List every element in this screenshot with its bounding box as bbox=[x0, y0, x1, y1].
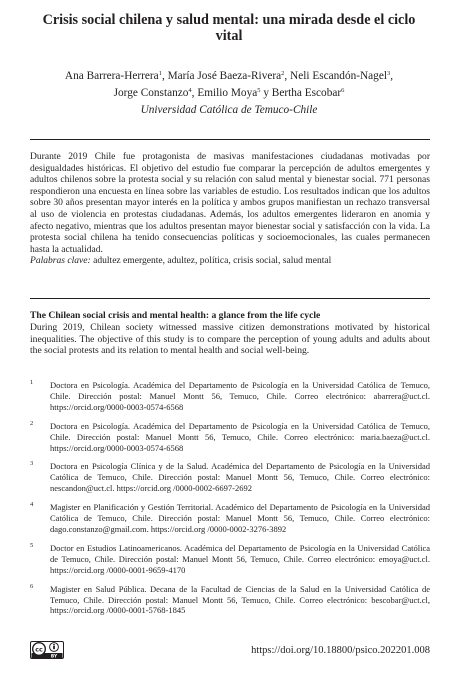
author-line-2 bbox=[20, 85, 438, 102]
abstract-text: Durante 2019 Chile fue protagonista de masivas manifestaciones ciudadanas motivadas por desigualdades históricas. El objetivo del estudio fue comparar la percepción de adultos emergentes y adultos chilenos sobre la protesta social y su relación con salud mental y bienestar social. 771 personas respondieron una encuesta en línea sobre las variables de estudio. Los resultados indican que los adultos sobre 30 años presentan mayor interés en la política y ambos grupos manifiestan un rechazo transversal al uso de violencia en protestas ciudadanas. Además, los adultos emergentes lideraron en anomia y afecto negativo, mientras que los adultos presentan mayor bienestar social y satisfacción con la vida. La protesta social chilena ha tenido consecuencias políticas y socioemocionales, las cuales permanecen hasta la actualidad. bbox=[30, 151, 430, 255]
keywords-label: Palabras clave: bbox=[30, 255, 91, 267]
author-footnote-mark[interactable]: 5 bbox=[257, 87, 261, 94]
author-footnote-mark[interactable]: 3 bbox=[386, 70, 391, 77]
abstract-bottom-rule bbox=[30, 298, 430, 299]
keywords-list: adultez emergente, adultez, política, crisis social, salud mental bbox=[93, 255, 332, 267]
author-footnote-mark[interactable]: 6 bbox=[341, 87, 345, 94]
footnote-text: Doctor en Estudios Latinoamericanos. Académica del Departamento de Psicología en la Universidad Católica de Temuco, Chile. Dirección postal: Manuel Montt 56, Temuco, Chile. Correo electrónico: emoya@uct.cl. https://orcid.org /0000-0001-9659-4170 bbox=[50, 542, 430, 575]
page-footer bbox=[30, 641, 430, 663]
footnote bbox=[30, 543, 430, 576]
footnote bbox=[30, 461, 430, 494]
article-title: Crisis social chilena y salud mental: una mirada desde el ciclo vital bbox=[42, 12, 416, 44]
affiliation: Universidad Católica de Temuco-Chile bbox=[140, 104, 318, 116]
footnote-number: 1 bbox=[30, 379, 34, 386]
footnote-text: Doctora en Psicología. Académica del Departamento de Psicología en la Universidad Católica de Temuco, Chile. Dirección postal: Manuel Montt 56, Temuco, Chile. Correo electrónico: maria.baeza@uct.cl. https://orcid.org/0000-0003-0574-6568 bbox=[50, 420, 430, 453]
abstract-section bbox=[30, 151, 430, 267]
doi-link[interactable]: https://doi.org/10.18800/psico.202201.008 bbox=[251, 645, 430, 656]
author-line-1 bbox=[20, 68, 438, 85]
english-abstract-text: During 2019, Chilean society witnessed massive citizen demonstrations motivated by historical inequalities. The objective of this study is to compare the perception of young adults and adults about the social protests and its relation to mental health and social well-being. bbox=[30, 322, 430, 357]
author-block bbox=[20, 68, 438, 119]
cc-by-license-icon[interactable] bbox=[30, 641, 64, 659]
footnote bbox=[30, 380, 430, 413]
author-footnote-mark[interactable]: 4 bbox=[188, 87, 192, 94]
footnote-text: Magister en Salud Pública. Decana de la Facultad de Ciencias de la Salud en la Universidad Católica de Temuco, Chile. Dirección postal: Manuel Montt 56, Temuco, Chile. Correo electrónico: bescobar@uct.cl, https://orcid.org /0000-0001-5768-1845 bbox=[50, 583, 430, 616]
keywords-line bbox=[30, 255, 430, 267]
footnote-number: 4 bbox=[30, 501, 34, 509]
footnote-number: 5 bbox=[30, 541, 34, 549]
author-name: María José Baeza-Rivera bbox=[167, 70, 282, 82]
author-footnote-mark[interactable]: 1 bbox=[158, 70, 162, 77]
footnote bbox=[30, 421, 430, 454]
footnote-number: 3 bbox=[30, 460, 34, 468]
author-separator: y bbox=[260, 87, 272, 99]
footnote-number: 2 bbox=[30, 419, 34, 427]
abstract-top-rule bbox=[30, 139, 430, 140]
author-footnote-mark[interactable]: 2 bbox=[281, 70, 285, 77]
author-name: Bertha Escobar bbox=[271, 87, 342, 99]
author-separator: , bbox=[284, 70, 291, 82]
english-title: The Chilean social crisis and mental health: a glance from the life cycle bbox=[30, 310, 321, 321]
footnote-text: Doctora en Psicología. Académica del Departamento de Psicología en la Universidad Católica de Temuco, Chile. Dirección postal: Manuel Montt 56, Temuco, Chile. Correo electrónico: abarrera@uct.cl. https://orcid.org/0000-0003-0574-6568 bbox=[50, 380, 430, 412]
author-separator: , bbox=[191, 87, 198, 99]
svg-text:cc: cc bbox=[35, 646, 43, 654]
footnote bbox=[30, 584, 430, 617]
author-name: Ana Barrera-Herrera bbox=[64, 70, 159, 82]
footnote-text: Magister en Planificación y Gestión Territorial. Académico del Departamento de Psicología en la Universidad Católica de Temuco, Chile. Dirección postal: Manuel Montt 56, Temuco, Chile. Correo electrónico: dago.constanzo@gmail.com. https://orcid.org /0000-0002-3276-3892 bbox=[50, 502, 430, 534]
author-separator: , bbox=[390, 70, 394, 82]
footnote-number: 6 bbox=[30, 582, 34, 590]
author-separator: , bbox=[161, 70, 168, 82]
author-name: Jorge Constanzo bbox=[113, 87, 189, 99]
license-badge-text: BY bbox=[50, 654, 58, 659]
author-name: Emilio Moya bbox=[197, 87, 258, 99]
author-name: Neli Escandón-Nagel bbox=[290, 70, 387, 82]
footnote bbox=[30, 502, 430, 535]
footnote-text: Doctora en Psicología Clínica y de la Salud. Académica del Departamento de Psicología en la Universidad Católica de Temuco, Chile. Dirección postal: Manuel Montt 56, Temuco, Chile. Correo electrónico: nescandon@uct.cl. https://orcid.org /0000-0002-6697-2692 bbox=[50, 461, 430, 494]
footnotes-list bbox=[30, 380, 430, 624]
